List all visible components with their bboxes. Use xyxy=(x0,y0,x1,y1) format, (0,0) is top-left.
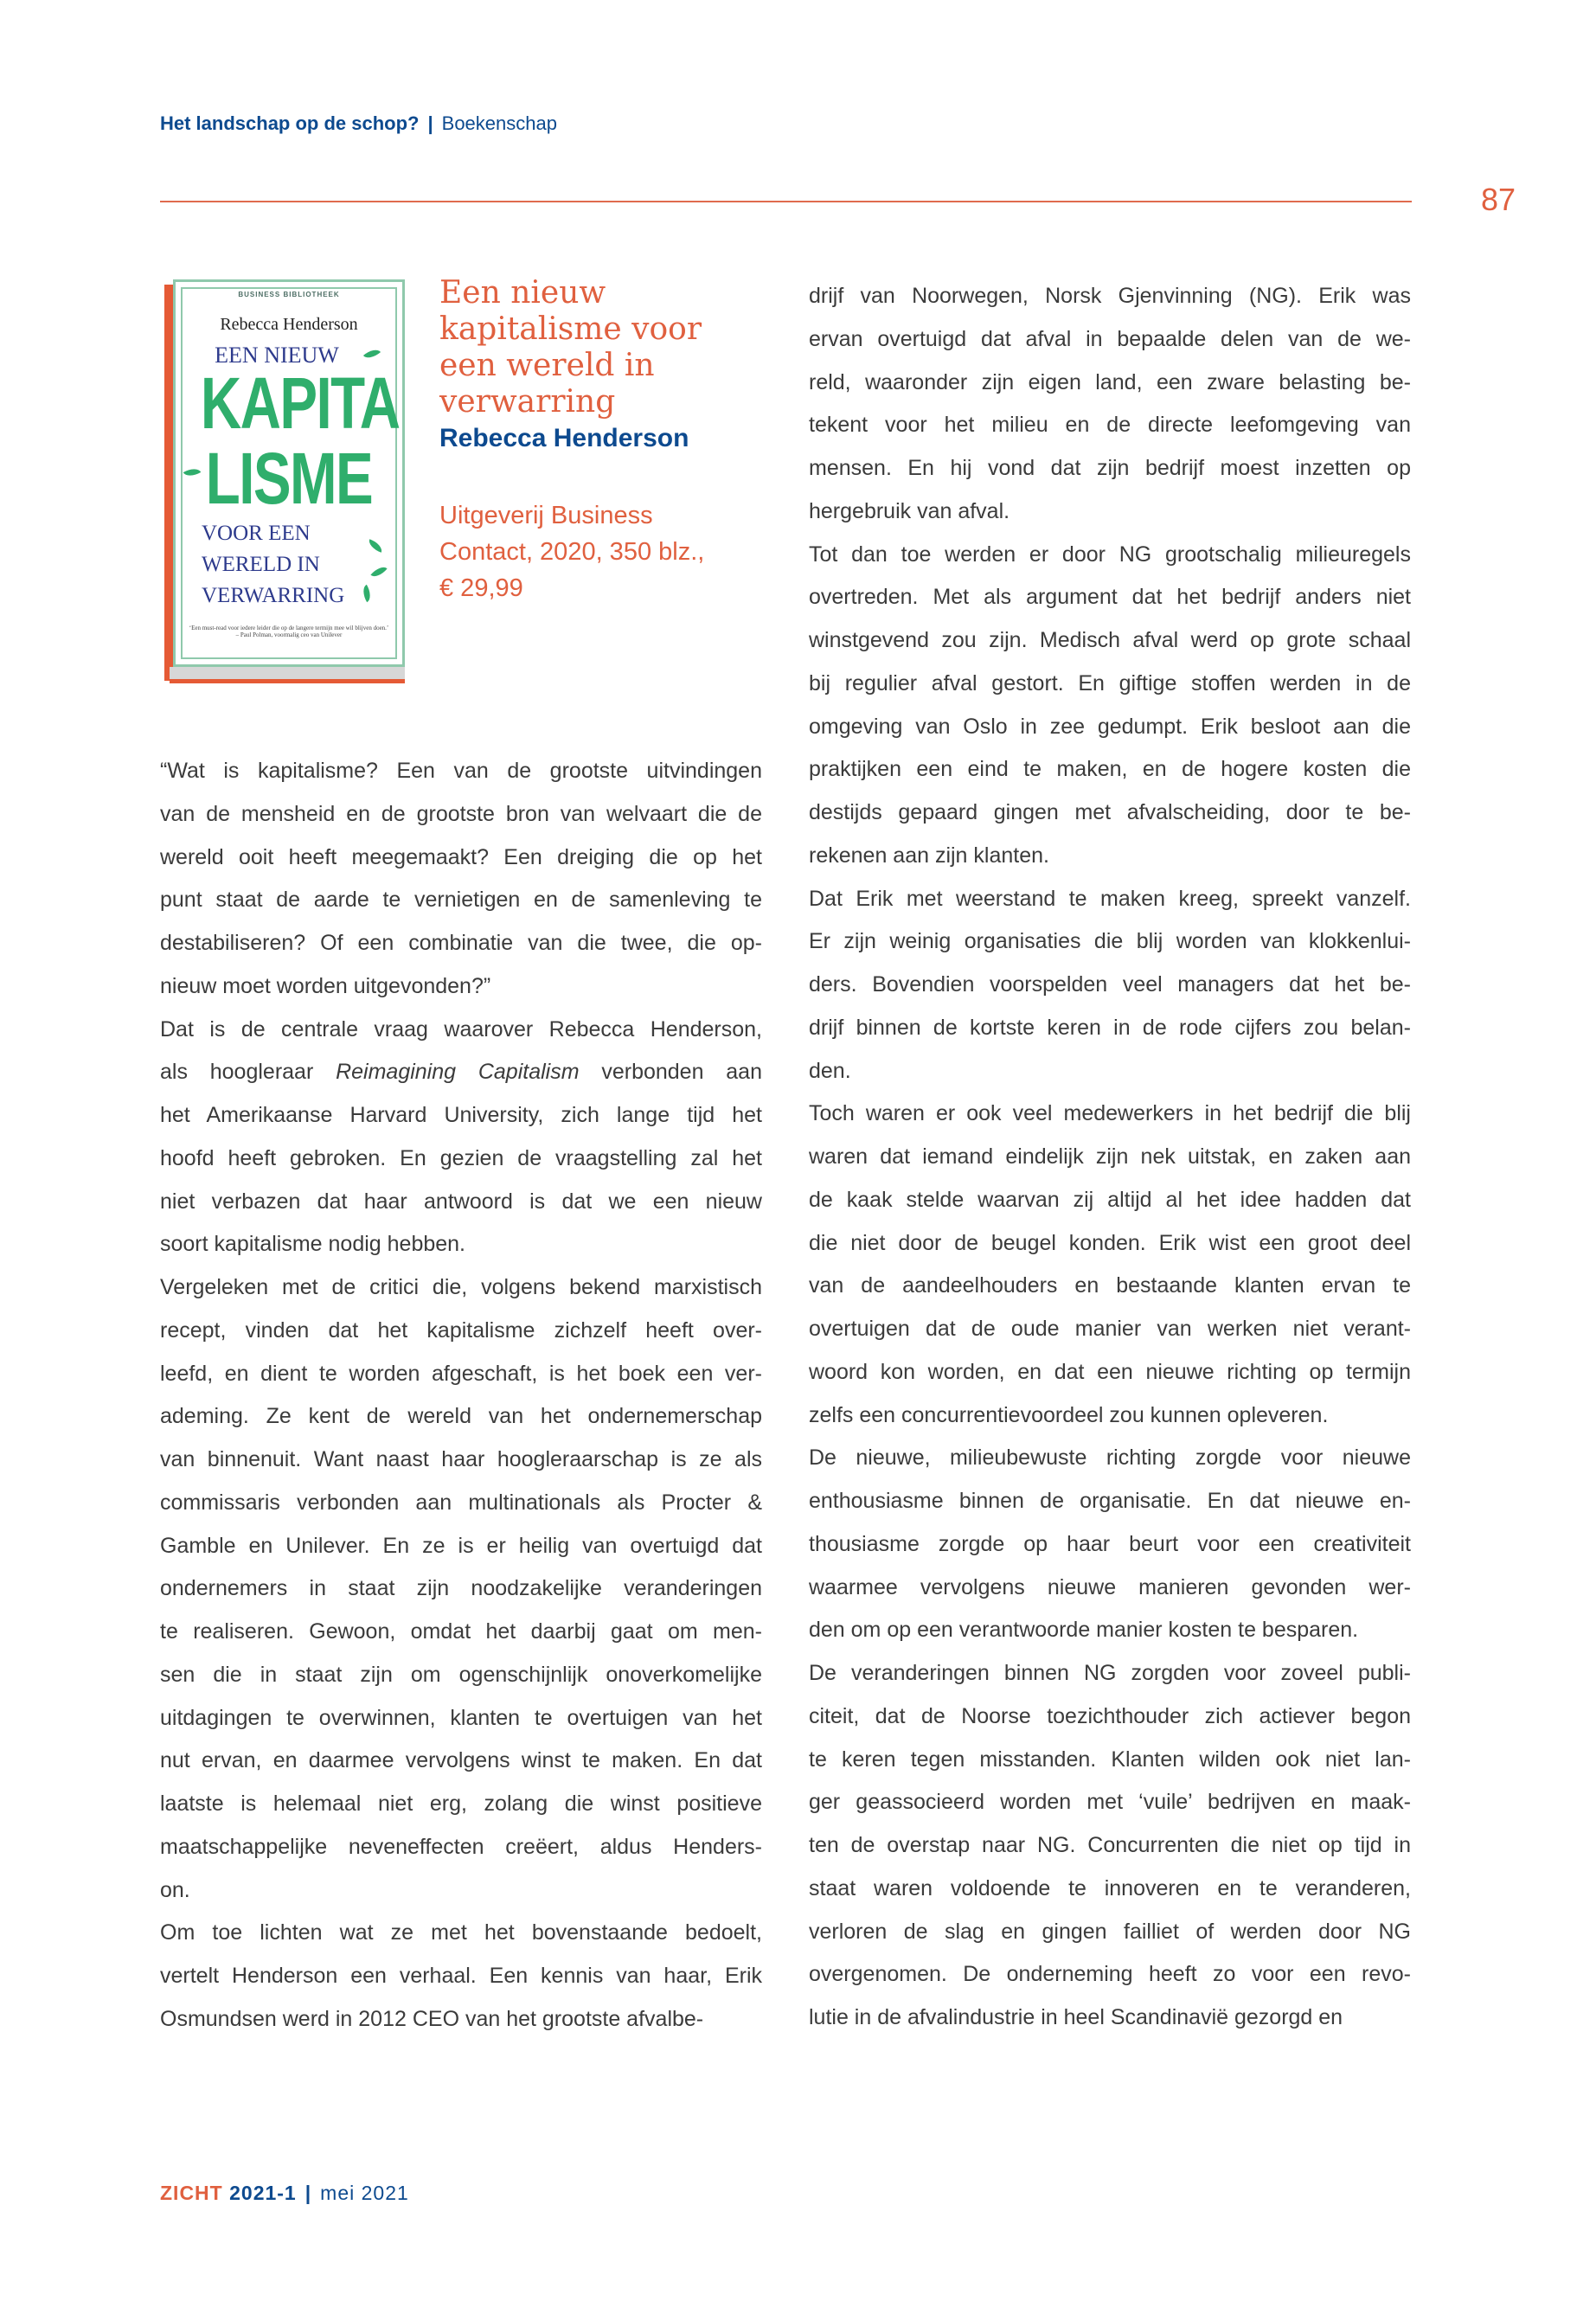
cover-big1: KAPITA xyxy=(200,362,400,444)
text-line: tekent voor het milieu en de directe leefomgeving van xyxy=(809,413,1411,438)
italic-text: Reimagining Capitalism xyxy=(336,1060,580,1085)
cover-quote: ‘Een must-read voor iedere leider die op de langere termijn mee wil blijven doen.’ – Paul Polman, voormalig ceo van Unilever xyxy=(189,625,389,638)
text-line: omgeving van Oslo in zee gedumpt. Erik besloot aan die xyxy=(809,714,1411,739)
text-line: rekenen aan zijn klanten. xyxy=(809,843,1049,868)
text-line: overgenomen. De onderneming heeft zo voor een revo- xyxy=(809,1962,1411,1987)
book-title-line: een wereld in xyxy=(439,348,655,383)
text-line: reld, waaronder zijn eigen land, een zware belasting be- xyxy=(809,369,1411,394)
paragraph xyxy=(809,878,1411,1093)
text-segment: als hoogleraar xyxy=(160,1060,337,1085)
book-title-line: kapitalisme voor xyxy=(439,311,702,347)
text-line: overtuigen dat de oude manier van werken niet verant- xyxy=(809,1317,1411,1341)
text-line: mensen. En hij vond dat zijn bedrijf moest inzetten op xyxy=(809,456,1411,480)
text-line: Er zijn weinig organisaties die blij worden van klokkenlui- xyxy=(809,929,1411,954)
paragraph xyxy=(809,1093,1411,1437)
book-pages-edge xyxy=(170,667,405,683)
magazine-name: ZICHT xyxy=(160,2182,223,2204)
text-line: Toch waren er ook veel medewerkers in het bedrijf die blij xyxy=(809,1101,1411,1126)
cover-sub3: VERWARRING xyxy=(202,584,345,607)
text-line: hergebruik van afval. xyxy=(809,498,1010,523)
text-line: den om op een verantwoorde manier kosten te besparen. xyxy=(809,1618,1359,1643)
cover-author: Rebecca Henderson xyxy=(220,315,358,334)
text-line: De nieuwe, milieubewuste richting zorgde voor nieuwe xyxy=(809,1445,1411,1471)
paragraph xyxy=(160,1912,762,2041)
book-author: Rebecca Henderson xyxy=(439,424,689,452)
text-line: vertelt Henderson een verhaal. Een kennis van haar, Erik xyxy=(160,1964,762,1988)
paragraph xyxy=(809,1652,1411,2040)
text-line: waren dat iemand eindelijk zijn nek uitstak, en zaken aan xyxy=(809,1144,1411,1169)
text-line: leefd, en dient te worden afgeschaft, is het boek een ver- xyxy=(160,1361,762,1386)
text-line: destijds gepaard gingen met afvalscheiding, door te be- xyxy=(809,800,1411,824)
text-line: recept, vinden dat het kapitalisme zichzelf heeft over- xyxy=(160,1317,762,1343)
text-line: sen die in staat zijn om ogenschijnlijk onoverkomelijke xyxy=(160,1662,762,1687)
paragraph xyxy=(809,275,1411,534)
text-line: “Wat is kapitalisme? Een van de grootste uitvindingen xyxy=(160,759,762,783)
text-line: waarmee vervolgens nieuwe manieren gevonden wer- xyxy=(809,1574,1411,1599)
footer xyxy=(160,2182,409,2205)
issue-number: 2021-1 xyxy=(229,2182,297,2204)
text-line: nut ervan, en daarmee vervolgens winst te maken. En dat xyxy=(160,1748,762,1773)
book-title xyxy=(439,275,702,420)
text-line: de kaak stelde waarvan zij altijd al het idee hadden dat xyxy=(809,1187,1411,1212)
publication-line: € 29,99 xyxy=(439,574,523,602)
page-number: 87 xyxy=(1481,182,1516,217)
text-line: bij regulier afval gestort. En giftige stoffen werden in de xyxy=(809,670,1411,695)
paragraph xyxy=(809,534,1411,878)
footer-separator: | xyxy=(304,2182,312,2204)
text-line: ten de overstap naar NG. Concurrenten die niet op tijd in xyxy=(809,1833,1411,1857)
text-line: soort kapitalisme nodig hebben. xyxy=(160,1232,466,1257)
book-title-line: Een nieuw xyxy=(439,275,606,311)
book-title-line: verwarring xyxy=(439,384,616,420)
text-line: verloren de slag en gingen failliet of werden door NG xyxy=(809,1919,1411,1944)
leaf-icon xyxy=(183,465,202,480)
text-line: winstgevend zou zijn. Medisch afval werd op grote schaal xyxy=(809,628,1411,652)
text-line: praktijken een eind te maken, en de hogere kosten die xyxy=(809,757,1411,782)
text-line: woord kon worden, en dat een nieuwe richting op termijn xyxy=(809,1359,1411,1384)
text-line: ondernemers in staat zijn noodzakelijke veranderingen xyxy=(160,1576,762,1601)
book-cover-face xyxy=(173,279,405,667)
cover-series: BUSINESS BIBLIOTHEEK xyxy=(238,291,340,298)
text-line: te keren tegen misstanden. Klanten wilden ook niet lan- xyxy=(809,1747,1411,1772)
subsection-title: Boekenschap xyxy=(441,112,557,134)
text-line: het Amerikaanse Harvard University, zich lange tijd het xyxy=(160,1103,762,1127)
text-line: ademing. Ze kent de wereld van het ondernemerschap xyxy=(160,1404,762,1429)
text-segment: verbonden aan xyxy=(579,1060,762,1085)
text-line: Om toe lichten wat ze met het bovenstaande bedoelt, xyxy=(160,1920,762,1945)
text-line: Dat Erik met weerstand te maken kreeg, spreekt vanzelf. xyxy=(809,886,1411,911)
text-line: te realiseren. Gewoon, omdat het daarbij gaat om men- xyxy=(160,1619,762,1644)
text-line: enthousiasme binnen de organisatie. En dat nieuwe en- xyxy=(809,1489,1411,1513)
text-line: uitdagingen te overwinnen, klanten te overtuigen van het xyxy=(160,1705,762,1730)
text-line: van binnenuit. Want naast haar hoogleraarschap is ze als xyxy=(160,1447,762,1471)
text-line: van de mensheid en de grootste bron van welvaart die de xyxy=(160,801,762,826)
text-line: drijf binnen de kortste keren in de rode cijfers zou belan- xyxy=(809,1015,1411,1040)
text-line: Gamble en Unilever. En ze is er heilig van overtuigd dat xyxy=(160,1533,762,1558)
book-publication-info xyxy=(439,497,704,606)
text-line: staat waren voldoende te innoveren en te veranderen, xyxy=(809,1875,1411,1900)
text-line: van de aandeelhouders en bestaande klanten ervan te xyxy=(809,1273,1411,1298)
text-line: hoofd heeft gebroken. En gezien de vraagstelling zal het xyxy=(160,1145,762,1170)
text-line: ervan overtuigd dat afval in bepaalde delen van de we- xyxy=(809,326,1411,351)
cover-sub1: VOOR EEN xyxy=(202,522,311,545)
book-cover-image xyxy=(164,279,413,683)
text-line: punt staat de aarde te vernietigen en de samenleving te xyxy=(160,888,762,913)
text-line: laatste is helemaal niet erg, zolang die winst positieve xyxy=(160,1791,762,1816)
issue-date: mei 2021 xyxy=(320,2182,409,2204)
text-line: ders. Bovendien voorspelden veel managers dat het be- xyxy=(809,972,1411,997)
text-line: Osmundsen werd in 2012 CEO van het grootste afvalbe- xyxy=(160,2006,704,2031)
text-line xyxy=(160,1051,762,1094)
article-column-left xyxy=(160,750,762,2041)
text-line: den. xyxy=(809,1058,851,1083)
article-column-right xyxy=(809,275,1411,2040)
paragraph xyxy=(160,750,762,1009)
text-line: citeit, dat de Noorse toezichthouder zich actiever begon xyxy=(809,1703,1411,1728)
publication-line: Uitgeverij Business xyxy=(439,502,653,529)
header-separator: | xyxy=(427,112,433,134)
text-line: thousiasme zorgde op haar beurt voor een creativiteit xyxy=(809,1531,1411,1556)
text-line: De veranderingen binnen NG zorgden voor zoveel publi- xyxy=(809,1661,1411,1685)
paragraph xyxy=(160,1266,762,1912)
text-line: Tot dan toe werden er door NG grootschalig milieuregels xyxy=(809,542,1411,567)
text-line: zelfs een concurrentievoordeel zou kunnen opleveren. xyxy=(809,1402,1329,1427)
text-line: niet verbazen dat haar antwoord is dat we een nieuw xyxy=(160,1189,762,1214)
text-line: wereld ooit heeft meegemaakt? Een dreiging die op het xyxy=(160,844,762,869)
cover-line1: EEN NIEUW xyxy=(215,343,339,368)
text-line: maatschappelijke neveneffecten creëert, aldus Henders- xyxy=(160,1834,762,1859)
header-rule xyxy=(160,201,1412,202)
paragraph xyxy=(809,1437,1411,1652)
text-line: ger geassocieerd worden met ‘vuile’ bedrijven en maak- xyxy=(809,1790,1411,1815)
text-line: die niet door de beugel konden. Erik wist een groot deel xyxy=(809,1230,1411,1255)
text-line: on. xyxy=(160,1877,190,1902)
text-line: Dat is de centrale vraag waarover Rebecca Henderson, xyxy=(160,1016,762,1042)
text-line: commissaris verbonden aan multinationals als Procter & xyxy=(160,1490,762,1515)
cover-big2: LISME xyxy=(205,438,373,519)
text-line: nieuw moet worden uitgevonden?” xyxy=(160,973,491,998)
text-line: destabiliseren? Of een combinatie van die twee, die op- xyxy=(160,931,762,955)
text-line: Vergeleken met de critici die, volgens bekend marxistisch xyxy=(160,1275,762,1299)
section-title: Het landschap op de schop? xyxy=(160,112,420,134)
text-line: lutie in de afvalindustrie in heel Scandinavië gezorgd en xyxy=(809,2005,1343,2029)
running-header xyxy=(160,112,557,135)
text-line: drijf van Noorwegen, Norsk Gjenvinning (NG). Erik was xyxy=(809,284,1411,308)
publication-line: Contact, 2020, 350 blz., xyxy=(439,538,705,566)
paragraph xyxy=(160,1009,762,1267)
text-line: overtreden. Met als argument dat het bedrijf anders niet xyxy=(809,585,1411,610)
cover-sub2: WERELD IN xyxy=(202,553,320,576)
